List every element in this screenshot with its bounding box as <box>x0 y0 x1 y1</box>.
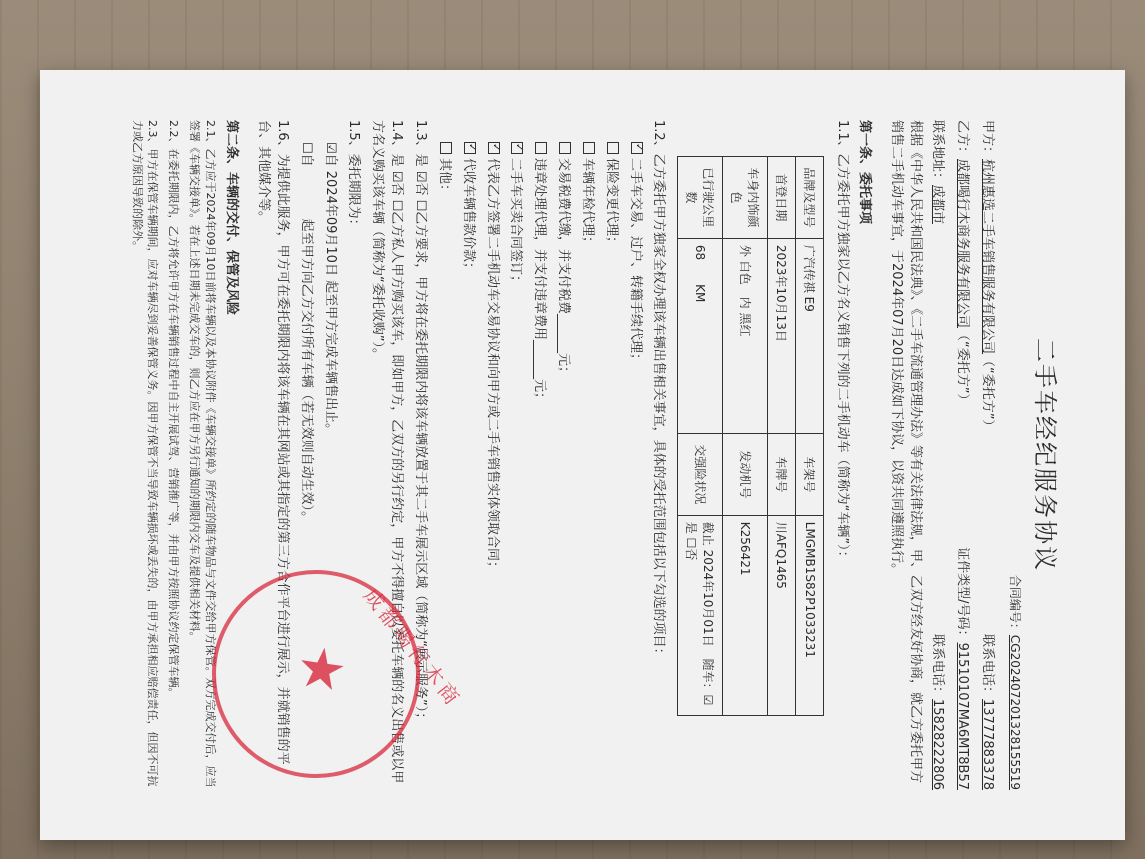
vehicle-info-table <box>677 156 824 716</box>
checkbox-empty-icon[interactable] <box>607 142 619 154</box>
clause-2-2: 2.2、在委托期限内，乙方将允许甲方在车辆销售过程中自主开展试驾、营销推广等，并由甲方按照协议约定保管车辆。 <box>167 120 181 699</box>
option-label: 保险变更代理； <box>603 158 619 250</box>
table-row <box>678 157 723 716</box>
clause-2-3: 2.3、甲方在保管车辆期间，应对车辆尽到妥善保管义务。因甲方保管不当导致车辆损坏或丢失的，由甲方承担相应赔偿责任，但因不可抗力或乙方原因导致的除外。 <box>130 120 160 787</box>
table-cell: 车身内饰颜色 <box>723 157 768 239</box>
party-b-label: 乙方： <box>955 120 970 160</box>
table-cell: 广汽传祺 E9 <box>796 238 824 433</box>
party-a-phone <box>980 634 999 790</box>
table-row <box>796 157 824 716</box>
star-icon: ★ <box>285 639 359 701</box>
contract-no-label: 合同编号： <box>1008 574 1022 635</box>
clause-1-6: 1.6、为提供此服务，甲方可在委托期限内将该车辆在其网站或其指定的第三方合作平台进行展示，并就销售的平台、其他媒介等。 <box>256 120 290 765</box>
table-cell: 发动机号 <box>723 433 768 515</box>
option-label: 其他： <box>436 158 452 198</box>
party-a-role: （“委托方”） <box>980 354 995 433</box>
party-a-name: 杭州惠选二手车销售服务有限公司 <box>980 159 995 355</box>
party-b-phone <box>930 634 949 790</box>
checkbox-checked-icon[interactable] <box>488 142 500 154</box>
table-cell: 外 白色 内 黑红 <box>723 238 768 433</box>
option-label: 车辆年检代理； <box>579 158 595 250</box>
option-item[interactable] <box>482 142 501 790</box>
party-b <box>955 120 974 407</box>
checkbox-checked-icon[interactable] <box>511 142 523 154</box>
page-title: 二手车经纪服务协议 <box>1031 338 1059 572</box>
intro-paragraph: 根据《中华人民共和国民法典》、《二手车流通管理办法》等有关法律法规，甲、乙双方经友好协商，就乙方委托甲方销售二手机动车事宜，于2024年07月20日达成如下协议，以资共同遵照执行。 <box>889 120 923 784</box>
table-cell: 川AFQ1465 <box>768 515 796 715</box>
clause-1-2: 1.2、乙方委托甲方独家全权办理该车辆出售相关事宜，具体的受托范围包括以下勾选的项目： <box>651 120 667 661</box>
party-a-label: 甲方： <box>980 120 995 160</box>
contract-number <box>1007 120 1024 790</box>
option-item[interactable] <box>625 142 644 790</box>
table-row <box>723 157 768 716</box>
party-b-address <box>930 120 949 224</box>
contract-no-value: CG20240720132815551​9 <box>1008 634 1022 790</box>
clause-1-5: 1.5、委托期限为： <box>346 120 362 232</box>
party-b-phone-label: 联系电话： <box>930 634 945 700</box>
option-label: 代表乙方签署二手机动车交易协议和向甲方或二手车销售实体领取合同； <box>484 158 500 575</box>
option-item[interactable] <box>506 142 525 790</box>
table-cell: LMGMB1S82P1033231 <box>796 515 824 715</box>
party-b-row-2 <box>930 120 949 790</box>
option-item[interactable] <box>577 142 596 790</box>
clause-1-3: 1.3、是 ☑否 ☐乙方要求，甲方将在委托期限内将该车辆放置于其二手车展示区域（简称为“展示服务”）； <box>413 120 429 726</box>
checkbox-empty-icon[interactable] <box>535 142 547 154</box>
clause-2-1: 2.1、乙方应于2024年09月10日前将车辆以及本协议附件《车辆交接单》所约定的随车物品与文件交给甲方保管。双方完成交付后，应当签署《车辆交接单》。若在上述日期未完成交车的，则乙方应在甲方另行通知的期限内交车及提供相关材料。 <box>188 120 218 788</box>
table-cell: 车牌号 <box>768 433 796 515</box>
table-cell: 品牌及型号 <box>796 157 824 239</box>
clause-1-1: 1.1、乙方委托甲方独家以乙方名义销售下列的二手机动车（简称为“车辆”）： <box>835 120 851 564</box>
party-b-addr-value: 成都市 <box>930 185 945 225</box>
clause-1-4: 1.4、是 ☑否 ☐乙方私人甲方购买该车，即如甲方，乙双方的另行约定，甲方不得擅自以委托车辆的名义出售或以甲方名义购买该车辆（简称为“委托收购”）。 <box>370 120 405 784</box>
party-b-phone-value: 15828222806 <box>930 699 945 790</box>
table-cell: 交强险状况 <box>678 433 723 515</box>
checkbox-empty-icon[interactable] <box>583 142 595 154</box>
clause-1-5-a: ☑自 2024年09月10日 起至甲方完成车辆售出止。 <box>322 142 338 437</box>
party-b-role: （“委托方”） <box>955 328 970 407</box>
checkbox-checked-icon[interactable] <box>464 142 476 154</box>
option-label: 二手车买卖合同签订； <box>508 158 524 289</box>
section-2-title: 第二条、车辆的交付、保管及风险 <box>224 120 240 316</box>
option-label: 二手车交易、过户、转籍手续代理； <box>627 158 643 367</box>
table-cell: 已行驶公里数 <box>678 157 723 239</box>
contract-content <box>40 70 1125 840</box>
party-b-row <box>955 120 974 790</box>
table-cell: 首登日期 <box>768 157 796 239</box>
table-cell: K256421 <box>723 515 768 715</box>
contract-sheet <box>40 70 1125 840</box>
seal-text: 成都喝行木商 <box>358 583 467 713</box>
party-a-phone-label: 联系电话： <box>980 634 995 700</box>
option-item[interactable] <box>601 142 620 790</box>
party-a <box>980 120 999 433</box>
party-b-name: 成都喝行木商务服务有限公司 <box>955 159 970 329</box>
option-item[interactable] <box>529 142 548 790</box>
option-label: 代收车辆售款价款； <box>460 158 476 276</box>
party-b-credit-value: 915101​07MA6MT8B57 <box>955 642 970 790</box>
table-cell: 68 KM <box>678 238 723 433</box>
checkbox-empty-icon[interactable] <box>440 142 452 154</box>
section-1-title: 第一条、委托事项 <box>857 120 873 225</box>
clause-1-5-b: ☐自 起至甲方向乙方交付所有车辆（若无效则自动生效）。 <box>298 142 314 525</box>
party-b-credit-label: 证件类型/号码： <box>955 547 970 643</box>
table-cell: 2023年10月13日 <box>768 238 796 433</box>
option-item[interactable] <box>553 142 572 790</box>
party-a-row <box>980 120 999 790</box>
option-label: 违章处理代理，并支付违章费用______元； <box>532 158 548 406</box>
checkbox-empty-icon[interactable] <box>559 142 571 154</box>
party-b-credit <box>955 547 974 790</box>
table-row <box>768 157 796 716</box>
option-label: 交易税费代缴，并支付税费______元； <box>556 158 572 380</box>
checkbox-checked-icon[interactable] <box>631 142 643 154</box>
table-cell: 截止 2024年10月01日 随车：☑是 ☐否 <box>678 515 723 715</box>
table-cell: 车架号 <box>796 433 824 515</box>
party-a-phone-value: 13777883378 <box>980 699 995 790</box>
party-b-addr-label: 联系地址： <box>930 120 945 186</box>
